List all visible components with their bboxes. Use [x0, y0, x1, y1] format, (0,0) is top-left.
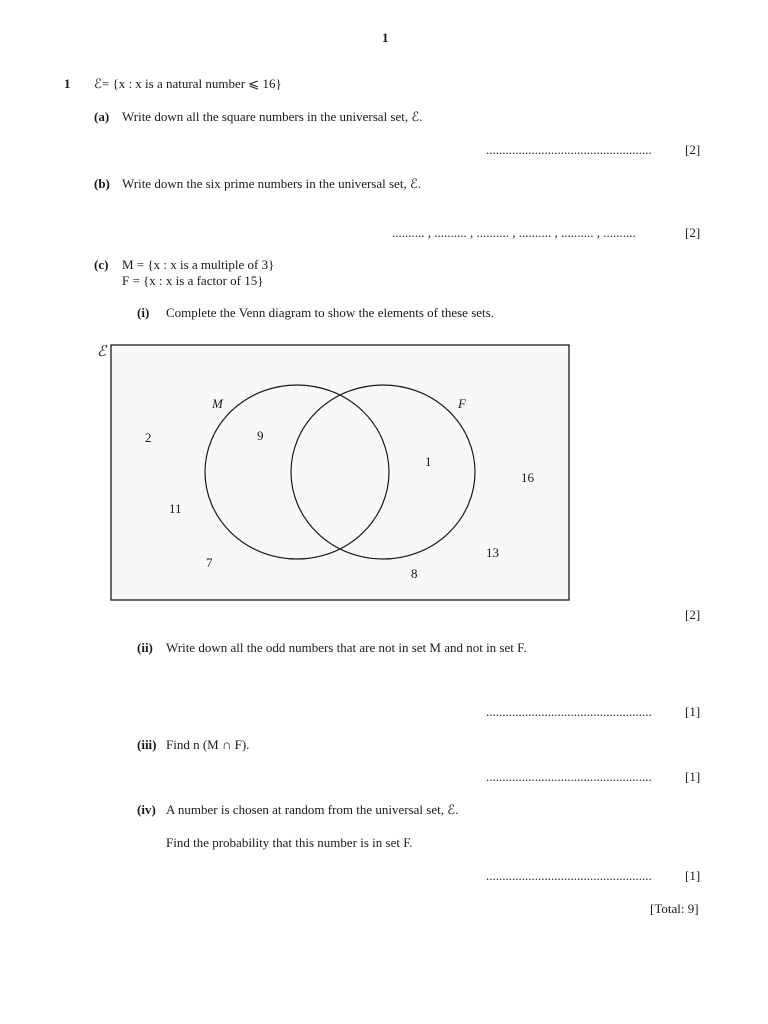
- part-c-i-text: Complete the Venn diagram to show the elements of these sets.: [166, 305, 494, 320]
- page-number: 1: [382, 30, 389, 45]
- total-marks: [Total: 9]: [650, 901, 699, 916]
- set-m-definition: M = {x : x is a multiple of 3}: [122, 257, 275, 272]
- part-c-label: (c): [94, 257, 109, 272]
- element-2: 2: [145, 430, 152, 445]
- part-c-i-marks: [2]: [685, 607, 701, 622]
- element-9: 9: [257, 428, 264, 443]
- part-c-iv-marks: [1]: [685, 868, 701, 883]
- part-c-iii-text: Find n (M ∩ F).: [166, 737, 250, 752]
- part-c-iv-answer-line[interactable]: ...................................................: [486, 868, 652, 883]
- part-c-iii-label: (iii): [137, 737, 157, 752]
- part-c-iv-text-2: Find the probability that this number is in set F.: [166, 835, 413, 850]
- part-b-marks: [2]: [685, 225, 701, 240]
- element-16: 16: [521, 470, 534, 485]
- part-c-iii-answer-line[interactable]: ...................................................: [486, 769, 652, 784]
- part-a-answer-line[interactable]: ...................................................: [486, 142, 652, 157]
- universal-definition-text: = {x : x is a natural number ⩽ 16}: [101, 76, 282, 91]
- part-c-ii-text: Write down all the odd numbers that are not in set M and not in set F.: [166, 640, 527, 655]
- set-f-definition: F = {x : x is a factor of 15}: [122, 273, 264, 288]
- element-8: 8: [411, 566, 418, 581]
- part-c-iv-label: (iv): [137, 802, 156, 817]
- part-a-text: Write down all the square numbers in the universal set, ℰ.: [122, 109, 423, 124]
- part-a-marks: [2]: [685, 142, 701, 157]
- part-c-iv-text-1: A number is chosen at random from the universal set, ℰ.: [166, 802, 459, 817]
- element-11: 11: [169, 501, 182, 516]
- part-c-ii-marks: [1]: [685, 704, 701, 719]
- part-c-iii-marks: [1]: [685, 769, 701, 784]
- universal-set-box: [111, 345, 569, 600]
- element-1: 1: [425, 454, 432, 469]
- part-b-answer-line[interactable]: .......... , .......... , .......... , .......... , .......... , ..........: [392, 225, 636, 240]
- question-number: 1: [64, 76, 71, 91]
- set-f-label: F: [458, 396, 466, 411]
- element-7: 7: [206, 555, 213, 570]
- part-c-i-label: (i): [137, 305, 150, 320]
- element-13: 13: [486, 545, 499, 560]
- set-m-label: M: [212, 396, 223, 411]
- part-b-text: Write down the six prime numbers in the universal set, ℰ.: [122, 176, 422, 191]
- part-a-label: (a): [94, 109, 110, 124]
- universal-symbol: ℰ: [94, 76, 102, 91]
- universal-set-label: ℰ: [97, 344, 107, 360]
- part-b-label: (b): [94, 176, 110, 191]
- part-c-ii-label: (ii): [137, 640, 153, 655]
- part-c-ii-answer-line[interactable]: ...................................................: [486, 704, 652, 719]
